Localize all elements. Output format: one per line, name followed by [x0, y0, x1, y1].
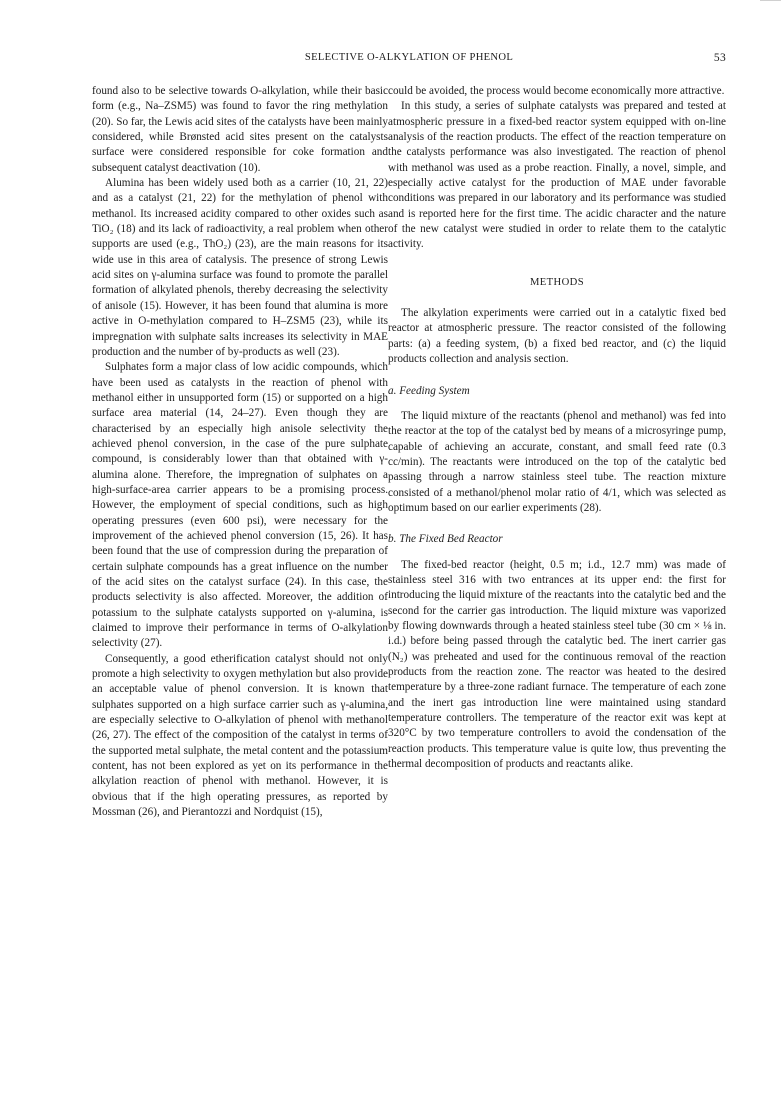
paragraph: found also to be selective towards O-alkylation, while their basic form (e.g., Na–ZSM5) was found to favor the ring methylation (20). So far, the Lewis acid sites of the catalysts have been mainly considered, while Brønsted acid sites present on the catalysts surface were considered responsible for coke formation and subsequent catalyst deactivation (10).	[92, 85, 388, 174]
paragraph: The fixed-bed reactor (height, 0.5 m; i.d., 12.7 mm) was made of stainless steel 316 with two entrances at its upper end: the first for introducing the liquid mixture of the reactants into the catalytic bed and the second for the carrier gas introduction. The liquid mixture was vaporized by flowing downwards through a heated stainless steel tube (30 cm × ⅛ in. i.d.) before being passed through the catalytic bed. The inert carrier gas (N₂) was preheated and used for the continuous removal of the reaction products from the reaction zone. The reactor was heated to the desired temperature by a three-zone radiant furnace. The temperature of each zone and the inert gas introduction line were maintained using standard temperature controllers. The temperature of the reactor exit was kept at 320°C by two temperature controllers to avoid the condensation of the reaction products. This temperature value is quite low, thus preventing the thermal decomposition of products and reactants alike.	[388, 558, 726, 771]
paragraph: Consequently, a good etherification catalyst should not only promote a high selectivity to oxygen methylation but also provide an acceptable value of phenol conversion. It is known that sulphates supported on a high surface carrier such as γ-alumina, are especially selective to O-alkylation of phenol with methanol (26, 27). The effect of the composition of the catalyst in terms of the supported metal sulphate, the metal content and the potassium content, has not been explored as yet on its performance in the alkylation reaction of phenol with methanol. However, it is obvious that if the high operating pressures, as reported by Mossman (26), and Pierantozzi and Nordquist (15),	[92, 652, 388, 819]
subsection-heading-feeding-system: a. Feeding System	[388, 384, 470, 397]
running-title: SELECTIVE O-ALKYLATION OF PHENOL	[304, 52, 514, 63]
paragraph: The alkylation experiments were carried out in a catalytic fixed bed reactor at atmospheric pressure. The reactor consisted of the following parts: (a) a feeding system, (b) a fixed bed reactor, and (c) the liquid products collection and analysis section.	[388, 307, 726, 366]
paragraph: could be avoided, the process would become economically more attractive.	[388, 85, 725, 97]
paragraph: The liquid mixture of the reactants (phenol and methanol) was fed into the reactor at the top of the catalyst bed by means of a microsyringe pump, capable of achieving an accurate, constant, and small feed rate (0.3 cc/min). The reactants were introduced on the top of the catalytic bed passing through a narrow stainless steel tube. The reaction mixture consisted of a methanol/phenol molar ratio of 4/1, which was selected as optimum based on our earlier experiments (28).	[388, 409, 726, 514]
running-head	[92, 52, 726, 68]
top-edge-rule	[760, 0, 781, 1]
paragraph: Sulphates form a major class of low acidic compounds, which have been used as catalysts in the reaction of phenol with methanol either in unsupported form (15) or supported on a high surface area material (14, 24–27). Even though they are characterised by an especially high anisole selectivity the achieved phenol conversion, in the case of the pure sulphate compound, is considerably lower than that obtained with γ-alumina alone. Therefore, the impregnation of sulphates on a high-surface-area carrier appears to be a promising process. However, the employment of special conditions, such as high operating pressures (even 600 psi), were necessary for the improvement of the achieved phenol conversion (15, 26). It has been found that the use of compression during the preparation of certain sulphate compounds has a great influence on the number of the acid sites on the catalyst surface (24). In this case, the products selectivity is also affected. Moreover, the addition of potassium to the sulphate catalysts supported on γ-alumina, is claimed to improve their performance in terms of O-alkylation selectivity (27).	[92, 361, 388, 650]
page-number: 53	[713, 52, 726, 64]
paragraph: In this study, a series of sulphate catalysts was prepared and tested at atmospheric pressure in a fixed-bed reactor system equipped with on-line analysis of the reaction products. The effect of the reaction temperature on the catalysts performance was also investigated. The reaction of phenol with methanol was used as a probe reaction. Finally, a novel, simple, and especially active catalyst for the production of MAE under favorable conditions was prepared in our laboratory and its performance was studied and is reported here for the first time. The acidic character and the nature of the new catalyst were studied in order to relate them to the catalytic activity.	[388, 100, 726, 251]
paragraph: Alumina has been widely used both as a carrier (10, 21, 22) and as a catalyst (21, 22) for the methylation of phenol with methanol. Its increased acidity compared to other oxides such as TiO₂ (18) and its lack of radioactivity, a real problem when other supports are used (e.g., ThO₂) (23), are the main reasons for its wide use in this area of catalysis. The presence of strong Lewis acid sites on γ-alumina surface was found to promote the parallel formation of alkylated phenols, thereby decreasing the selectivity of anisole (15). However, it has been found that alumina is more active in O-methylation compared to H–ZSM5 (23), while its impregnation with sulphate salts increases its selectivity in MAE production and the number of by-products as well (23).	[92, 177, 388, 358]
left-column	[92, 84, 388, 821]
subsection-heading-fixed-bed-reactor: b. The Fixed Bed Reactor	[388, 533, 503, 546]
right-column	[388, 84, 726, 772]
section-heading-methods: METHODS	[529, 276, 584, 288]
